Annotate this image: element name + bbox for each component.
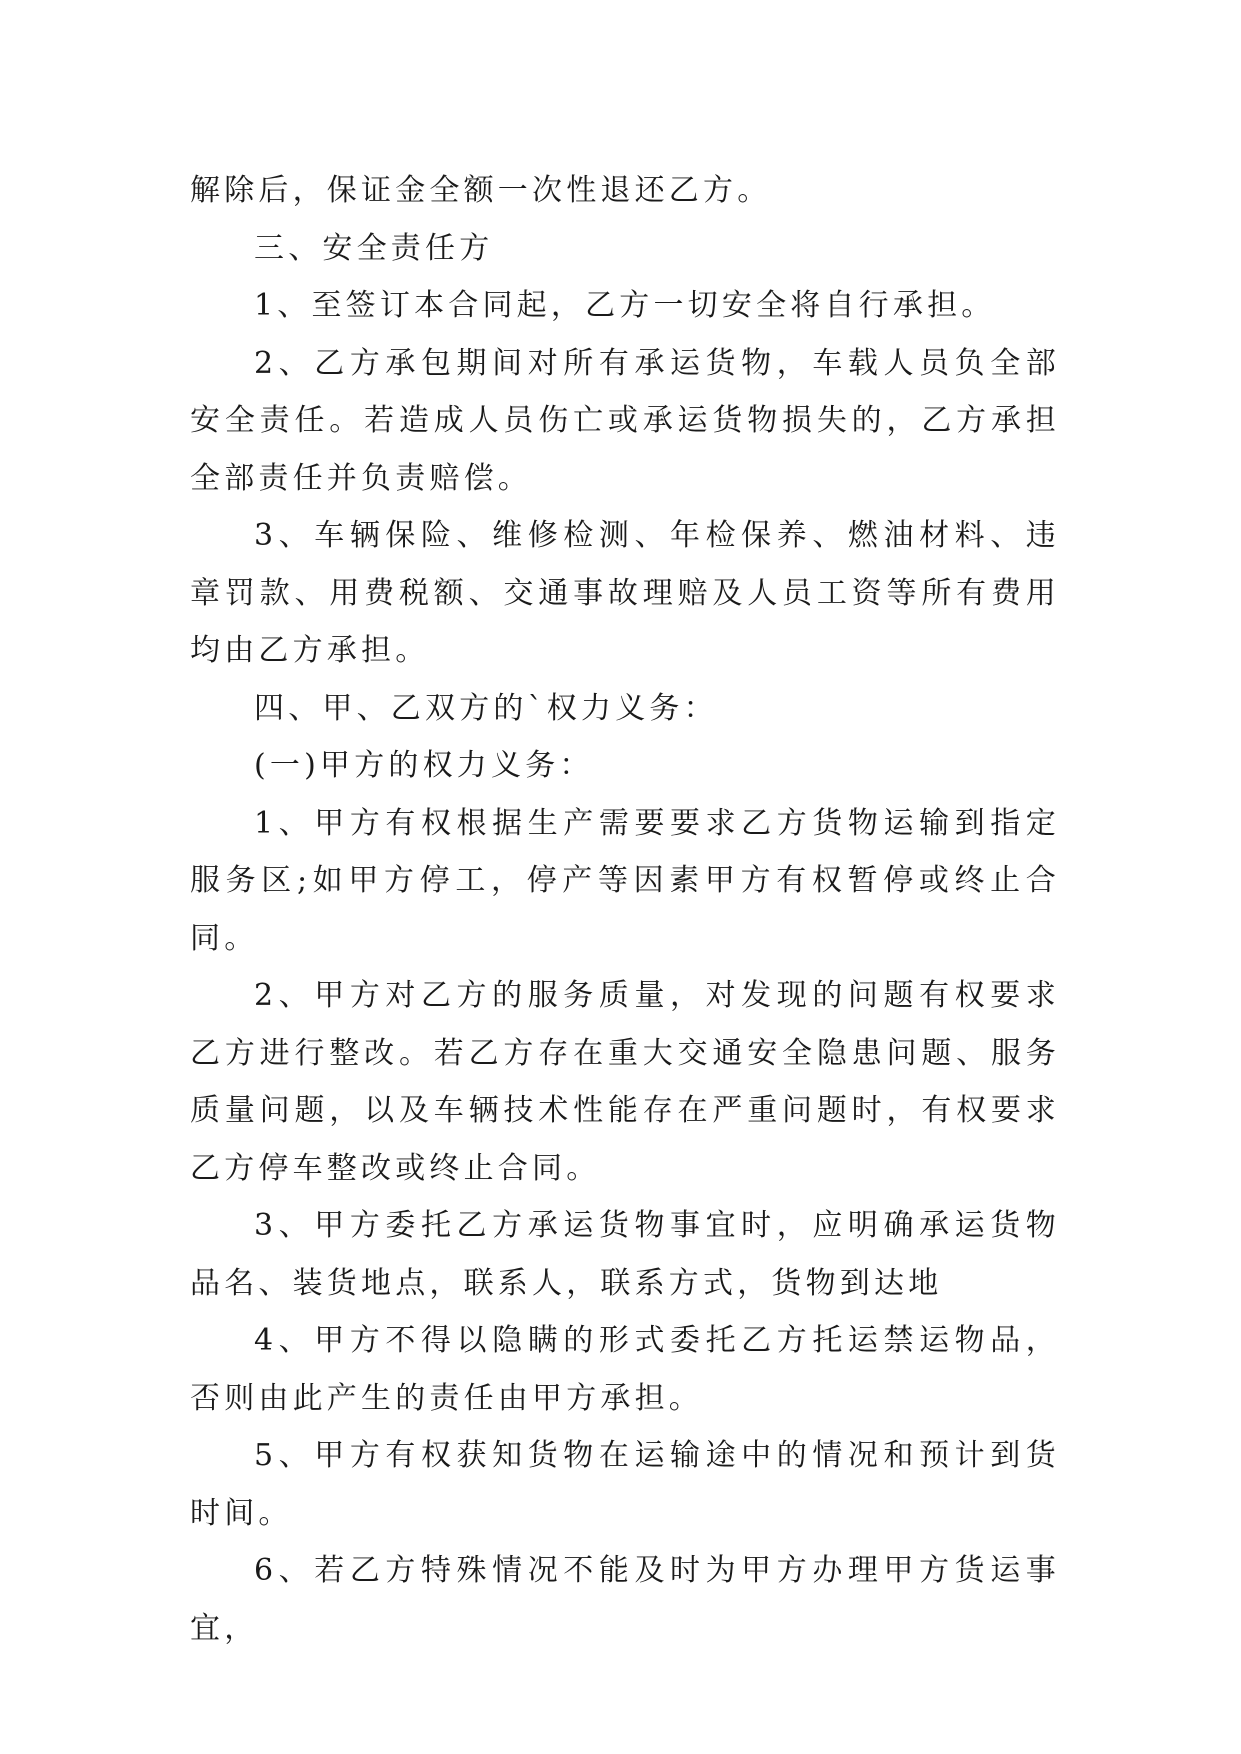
- paragraph-party-a-2: 2、甲方对乙方的服务质量，对发现的问题有权要求乙方进行整改。若乙方存在重大交通安全隐患问题、服务质量问题，以及车辆技术性能存在严重问题时，有权要求乙方停车整改或终止合同。: [190, 978, 1060, 1186]
- paragraph-party-a-4: 4、甲方不得以隐瞒的形式委托乙方托运禁运物品，否则由此产生的责任由甲方承担。: [190, 1323, 1060, 1416]
- paragraph-party-a-3: 3、甲方委托乙方承运货物事宜时，应明确承运货物品名、装货地点，联系人，联系方式，货物到达地: [190, 1208, 1060, 1301]
- subheading-party-a-rights: (一)甲方的权力义务：: [254, 748, 594, 783]
- paragraph-party-a-5: 5、甲方有权获知货物在运输途中的情况和预计到货时间。: [190, 1438, 1060, 1531]
- heading-safety-responsibility: 三、安全责任方: [254, 230, 494, 266]
- paragraph-party-a-6: 6、若乙方特殊情况不能及时为甲方办理甲方货运事宜，: [190, 1553, 1060, 1646]
- paragraph-party-a-1: 1、甲方有权根据生产需要要求乙方货物运输到指定服务区;如甲方停工，停产等因素甲方有权暂停或终止合同。: [190, 805, 1060, 956]
- paragraph-deposit-refund: 解除后，保证金全额一次性退还乙方。: [190, 173, 772, 208]
- paragraph-safety-2: 2、乙方承包期间对所有承运货物，车载人员负全部安全责任。若造成人员伤亡或承运货物损失的，乙方承担全部责任并负责赔偿。: [190, 345, 1060, 496]
- paragraph-safety-3: 3、车辆保险、维修检测、年检保养、燃油材料、违章罚款、用费税额、交通事故理赔及人员工资等所有费用均由乙方承担。: [190, 518, 1060, 668]
- document-body: [190, 162, 1060, 1657]
- paragraph-safety-1: 1、至签订本合同起，乙方一切安全将自行承担。: [254, 288, 996, 323]
- heading-rights-obligations: 四、甲、乙双方的`权力义务：: [254, 690, 718, 726]
